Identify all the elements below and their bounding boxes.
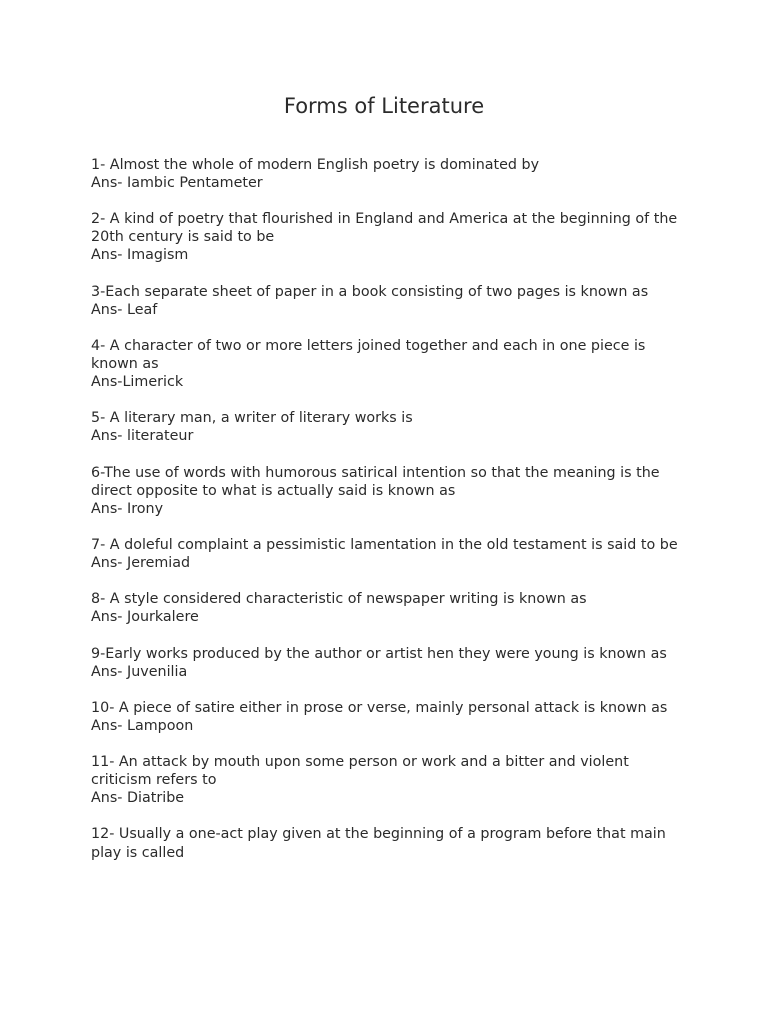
answer-text: Ans- Juvenilia xyxy=(91,663,188,680)
answer-text: Ans-Limerick xyxy=(91,374,184,391)
question-text: 6-The use of words with humorous satirical intention so that the meaning is the direct opposite to what is actually said is known as xyxy=(91,464,660,499)
answer-text: Ans- Jourkalere xyxy=(91,609,199,626)
answer-text: Ans- Leaf xyxy=(91,301,158,318)
question-text: 11- An attack by mouth upon some person or work and a bitter and violent criticism refers to xyxy=(91,754,629,789)
qa-item-9 xyxy=(91,645,691,681)
qa-item-11 xyxy=(91,753,691,807)
answer-text: Ans- Jeremiad xyxy=(91,555,191,572)
qa-item-7 xyxy=(91,536,691,572)
question-text: 1- Almost the whole of modern English poetry is dominated by xyxy=(91,157,540,173)
question-text: 7- A doleful complaint a pessimistic lamentation in the old testament is said to be xyxy=(91,536,678,553)
qa-item-4 xyxy=(91,337,691,391)
answer-text: Ans- Irony xyxy=(91,500,164,517)
answer-text: Ans- Imagism xyxy=(91,247,189,264)
qa-item-8 xyxy=(91,590,691,626)
answer-text: Ans- Lampoon xyxy=(91,717,194,734)
qa-item-3 xyxy=(91,283,691,319)
qa-item-2 xyxy=(91,210,691,264)
question-text: 12- Usually a one-act play given at the beginning of a program before that main play is called xyxy=(91,826,666,861)
page-title: Forms of Literature xyxy=(283,94,485,118)
question-answer-list xyxy=(91,156,691,880)
question-text: 2- A kind of poetry that flourished in England and America at the beginning of the 20th century is said to be xyxy=(91,211,678,246)
qa-item-10 xyxy=(91,699,691,735)
answer-text: Ans- Iambic Pentameter xyxy=(91,175,263,192)
question-text: 4- A character of two or more letters joined together and each in one piece is known as xyxy=(91,337,646,373)
question-text: 3-Each separate sheet of paper in a book consisting of two pages is known as xyxy=(91,283,649,300)
qa-item-6 xyxy=(91,464,691,518)
question-text: 10- A piece of satire either in prose or verse, mainly personal attack is known as xyxy=(91,699,668,716)
question-text: 8- A style considered characteristic of newspaper writing is known as xyxy=(91,591,587,608)
question-text: 5- A literary man, a writer of literary works is xyxy=(91,410,413,427)
question-text: 9-Early works produced by the author or artist hen they were young is known as xyxy=(91,645,667,662)
qa-item-1 xyxy=(91,156,691,192)
answer-text: Ans- Diatribe xyxy=(91,790,185,807)
qa-item-5 xyxy=(91,409,691,445)
qa-item-12 xyxy=(91,825,691,861)
answer-text: Ans- literateur xyxy=(91,428,194,445)
